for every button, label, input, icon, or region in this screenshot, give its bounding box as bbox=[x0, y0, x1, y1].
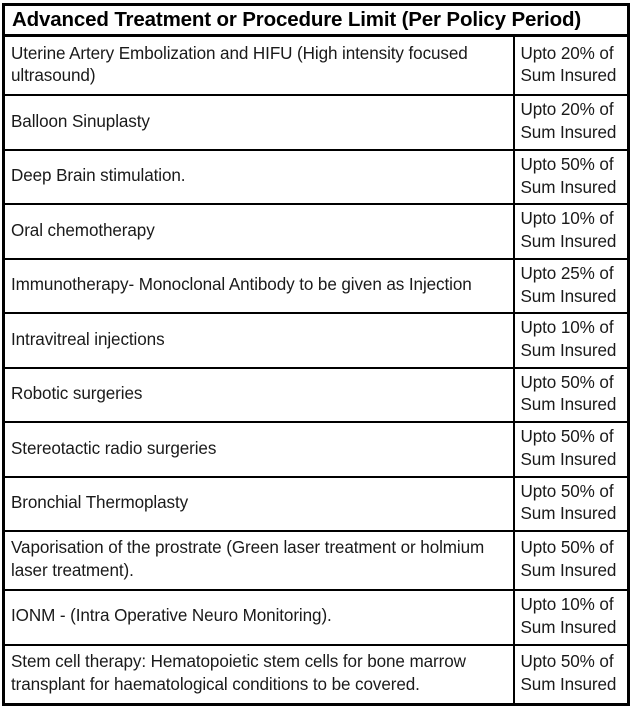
limit-line-percent: Upto 50% of bbox=[520, 538, 614, 558]
treatment-cell: IONM - (Intra Operative Neuro Monitoring). bbox=[4, 590, 514, 644]
limit-line-sum-insured: Sum Insured bbox=[520, 232, 617, 252]
limit-line-sum-insured: Sum Insured bbox=[520, 449, 617, 469]
limit-line-percent: Upto 50% of bbox=[520, 651, 614, 671]
treatment-cell: Balloon Sinuplasty bbox=[4, 95, 514, 149]
treatment-cell: Bronchial Thermoplasty bbox=[4, 477, 514, 531]
treatment-cell: Vaporisation of the prostrate (Green laser treatment or holmium laser treatment). bbox=[4, 531, 514, 590]
treatment-cell: Uterine Artery Embolization and HIFU (High intensity focused ultrasound) bbox=[4, 36, 514, 96]
treatment-cell: Oral chemotherapy bbox=[4, 204, 514, 258]
table-row bbox=[4, 313, 629, 367]
limit-cell bbox=[514, 477, 629, 531]
table-body bbox=[4, 36, 629, 704]
limit-cell bbox=[514, 645, 629, 705]
table-row bbox=[4, 36, 629, 96]
limit-line-sum-insured: Sum Insured bbox=[520, 504, 617, 524]
limit-line-sum-insured: Sum Insured bbox=[520, 286, 617, 306]
limit-cell bbox=[514, 531, 629, 590]
limit-line-percent: Upto 20% of bbox=[520, 100, 614, 120]
limit-line-sum-insured: Sum Insured bbox=[520, 617, 617, 637]
limit-cell bbox=[514, 95, 629, 149]
table-row bbox=[4, 531, 629, 590]
limit-line-sum-insured: Sum Insured bbox=[520, 177, 617, 197]
treatment-cell: Intravitreal injections bbox=[4, 313, 514, 367]
advanced-treatment-limit-table bbox=[2, 3, 630, 706]
table-row bbox=[4, 95, 629, 149]
limit-line-percent: Upto 10% of bbox=[520, 318, 614, 338]
table-row bbox=[4, 422, 629, 476]
limit-cell bbox=[514, 259, 629, 313]
treatment-cell: Stem cell therapy: Hematopoietic stem cells for bone marrow transplant for haematological conditions to be covered. bbox=[4, 645, 514, 705]
limit-cell bbox=[514, 422, 629, 476]
table-header bbox=[4, 5, 629, 36]
table-row bbox=[4, 477, 629, 531]
table-row bbox=[4, 368, 629, 422]
limit-cell bbox=[514, 150, 629, 204]
limit-line-percent: Upto 10% of bbox=[520, 209, 614, 229]
treatment-cell: Deep Brain stimulation. bbox=[4, 150, 514, 204]
limit-cell bbox=[514, 204, 629, 258]
limit-line-sum-insured: Sum Insured bbox=[520, 395, 617, 415]
limit-cell bbox=[514, 368, 629, 422]
limit-line-percent: Upto 50% of bbox=[520, 154, 614, 174]
table-row bbox=[4, 590, 629, 644]
limit-line-sum-insured: Sum Insured bbox=[520, 674, 617, 694]
limit-line-sum-insured: Sum Insured bbox=[520, 123, 617, 143]
table-row bbox=[4, 204, 629, 258]
limit-line-sum-insured: Sum Insured bbox=[520, 561, 617, 581]
treatment-cell: Immunotherapy- Monoclonal Antibody to be given as Injection bbox=[4, 259, 514, 313]
limit-line-percent: Upto 20% of bbox=[520, 43, 614, 63]
treatment-cell: Stereotactic radio surgeries bbox=[4, 422, 514, 476]
table-header-row bbox=[4, 5, 629, 36]
table-row bbox=[4, 645, 629, 705]
limit-line-percent: Upto 25% of bbox=[520, 263, 614, 283]
limit-line-percent: Upto 50% of bbox=[520, 481, 614, 501]
limit-line-percent: Upto 50% of bbox=[520, 372, 614, 392]
limit-cell bbox=[514, 590, 629, 644]
table-row bbox=[4, 150, 629, 204]
limit-cell bbox=[514, 313, 629, 367]
limit-line-percent: Upto 10% of bbox=[520, 595, 614, 615]
limit-cell bbox=[514, 36, 629, 96]
table-row bbox=[4, 259, 629, 313]
limit-line-percent: Upto 50% of bbox=[520, 427, 614, 447]
treatment-cell: Robotic surgeries bbox=[4, 368, 514, 422]
limit-line-sum-insured: Sum Insured bbox=[520, 340, 617, 360]
limit-line-sum-insured: Sum Insured bbox=[520, 66, 617, 86]
table-title: Advanced Treatment or Procedure Limit (Per Policy Period) bbox=[4, 5, 629, 36]
